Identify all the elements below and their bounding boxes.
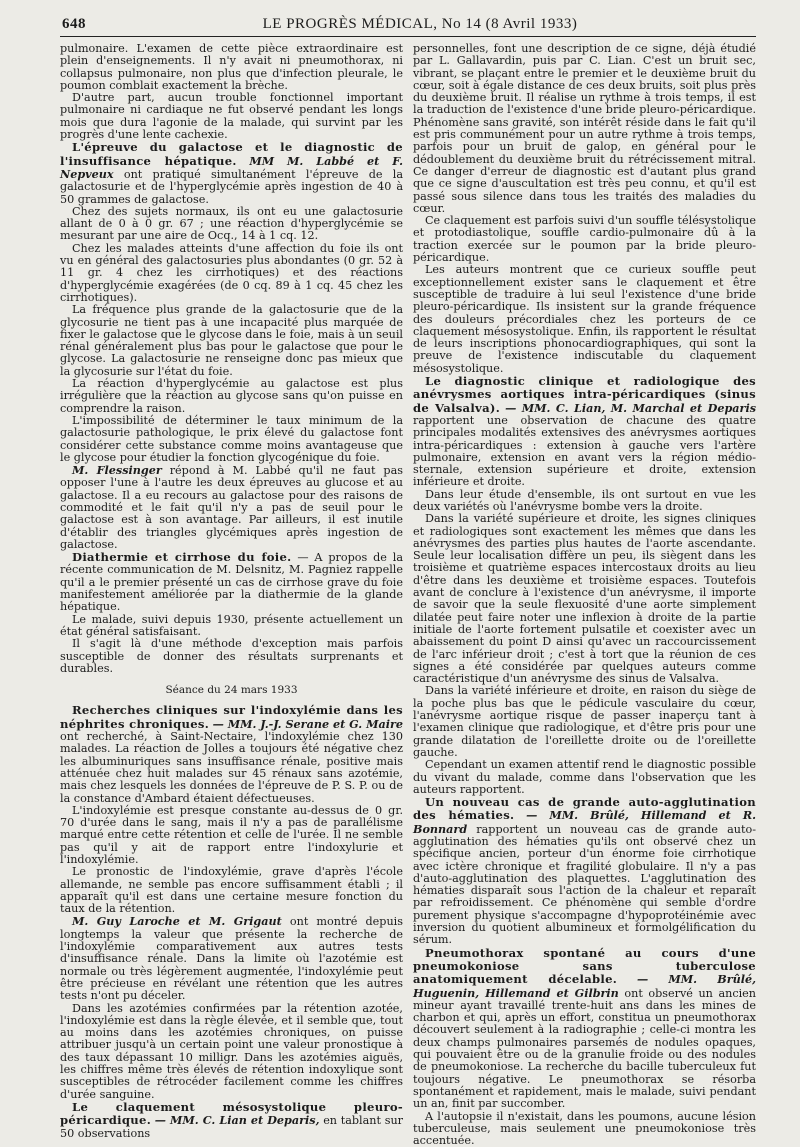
- paragraph: A l'autopsie il n'existait, dans les poumons, aucune lésion tuberculeuse, mais seulement une pneumokoniose très accentuée.: [413, 1109, 756, 1147]
- section-text: rapportent un nouveau cas de grande auto-agglutination des hématies qu'ils ont observé chez un spécifique ancien, porteur d'un énorme foie cirrhotique avec ictère chronique et fragilité globulaire. Il n'y a pas d'auto-agglutination des plaquettes. L'agglutination des hématies disparaît sous l'action de la chaleur et reparaît par refroidissement. Ce phénomène qui semble d'ordre purement physique s'accompagne d'hypoprotéinémie avec inversion du quotient albumineux et formolgélification du sérum.: [413, 822, 756, 947]
- section-authors: — MM. J.-J. Serane et G. Maire: [212, 716, 403, 731]
- section-text: — A propos de la récente communication de M. Delsnitz, M. Pagniez rappelle qu'il a le premier présenté un cas de cirrhose grave du foie manifestement améliorée par la diathermie de la glande hépatique.: [60, 551, 403, 614]
- paragraph: Dans la variété inférieure et droite, en raison du siège de la poche plus bas que le pédicule vasculaire du cœur, l'anévrysme aortique risque de passer inaperçu tant à l'examen clinique que radiologique, et d'être pris pour une grande dilatation de l'oreillette droite ou de l'oreillette gauche.: [413, 684, 756, 759]
- section-text: répond à M. Labbé qu'il ne faut pas opposer l'une à l'autre les deux épreuves au glucose et au galactose. Il a eu recours au galactose pour des raisons de commodité et le fait qu'il n'y a pas de seuil pour le galactose est à son avantage. Par ailleurs, il est inutile d'établir des triangles glycémiques après ingestion de galactose.: [60, 464, 403, 551]
- section-authors: M. Guy Laroche et M. Grigaut: [72, 914, 282, 929]
- paragraph: L'indoxylémie est presque constante au-dessus de 0 gr. 70 d'urée dans le sang, mais il n'y a pas de parallélisme marqué entre cette rétention et celle de l'urée. Il ne semble pas qu'il y ait de rapport entre l'indoxylurie et l'indoxylémie.: [60, 803, 403, 866]
- section-title: Pneumothorax spontané au cours d'une pneumokoniose sans tuberculose anatomiquement décelable.: [413, 945, 756, 987]
- section-authors: — MM. Brûlé, Huguenin, Hillemand et Gilbrin: [413, 972, 756, 1000]
- section-title: Un nouveau cas de grande auto-agglutination des hématies.: [413, 795, 756, 823]
- paragraph: Dans leur étude d'ensemble, ils ont surtout en vue les deux variétés où l'anévrysme bombe vers la droite.: [413, 487, 756, 513]
- section-text: rapportent une observation de chacune des quatre principales modalités extensives des anévrysmes aortiques intra-péricardiques : extension à gauche vers l'artère pulmonaire, extension en avant vers la région médio-sternale, extension supérieure et droite, extension inférieure et droite.: [413, 413, 756, 489]
- section-paragraph: [60, 141, 403, 205]
- paragraph: personnelles, font une description de ce signe, déjà étudié par L. Gallavardin, puis par C. Lian. C'est un bruit sec, vibrant, se plaçant entre le premier et le deuxième bruit du cœur, soit à égale distance de ces deux bruits, soit plus près du deuxième bruit. Il réalise un rythme à trois temps, il est la traduction de l'existence d'une bride pleuro-péricardique. Phénomène sans gravité, son intérêt réside dans le fait qu'il est pris communément pour un autre rythme à trois temps, parfois pour un bruit de galop, en général pour le dédoublement du deuxième bruit du rétrécissement mitral. Ce danger d'erreur de diagnostic est d'autant plus grand que ce signe d'auscultation est très peu connu, et qu'il est passé sous silence dans tous les traités des maladies du cœur.: [413, 42, 756, 215]
- section-title: Le diagnostic clinique et radiologique des anévrysmes aortiques intra-péricardiques (sinus de Valsalva).: [413, 374, 756, 415]
- section-paragraph: [60, 551, 403, 613]
- section-title: L'épreuve du galactose et le diagnostic de l'insuffisance hépatique.: [60, 140, 403, 168]
- section-text: ont observé un ancien mineur ayant travaillé trente-huit ans dans les mines de charbon et qui, après un effort, constitua un pneumothorax découvert seulement à la radiographie ; celle-ci montra les deux champs pulmonaires parsemés de nodules opaques, qui pouvaient être ou de la granulie froide ou des nodules de pneumokoniose. La recherche du bacille tuberculeux fut toujours négative. Le pneumothorax se résorba spontanément et rapidement, mais le malade, suivi pendant un an, finit par succomber.: [413, 986, 756, 1111]
- section-authors: — MM. C. Lian et Deparis,: [154, 1113, 320, 1128]
- paragraph: D'autre part, aucun trouble fonctionnel important pulmonaire ni cardiaque ne fut observé pendant les longs mois que dura l'agonie de la malade, qui survint par les progrès d'une lente cachexie.: [60, 91, 403, 142]
- session-heading: Séance du 24 mars 1933: [165, 684, 298, 697]
- paragraph: Ce claquement est parfois suivi d'un souffle télésystolique et protodiastolique, souffle cardio-pulmonaire dû à la traction exercée sur le poumon par la bride pleuro-péricardique.: [413, 214, 756, 265]
- paragraph: La fréquence plus grande de la galactosurie que de la glycosurie ne tient pas à une incapacité plus marquée de fixer le galactose que le glycose dans le foie, mais à un seuil rénal généralement plus bas pour le galactose que pour le glycose. La galactosurie ne renseigne donc pas mieux que la glycosurie sur l'état du foie.: [60, 303, 403, 378]
- page-number: 648: [62, 16, 86, 32]
- section-paragraph: [413, 947, 756, 1111]
- columns: [60, 43, 756, 1147]
- paragraph: La réaction d'hyperglycémie au galactose est plus irrégulière que la réaction au glycose sans qu'on puisse en comprendre la raison.: [60, 377, 403, 415]
- section-title: Diathermie et cirrhose du foie.: [72, 550, 292, 565]
- section-paragraph: [60, 1101, 403, 1140]
- section-paragraph: [60, 464, 403, 551]
- section-text: ont recherché, à Saint-Nectaire, l'indoxylémie chez 130 malades. La réaction de Jolles a toujours été négative chez les albuminuriques sans insuffisance rénale, positive mais atténuée chez huit malades sur 45 rénaux sans azotémie, mais chez lesquels les données de l'épreuve de P. S. P. ou de la constance d'Ambard étaient défectueuses.: [60, 730, 403, 805]
- section-paragraph: [413, 375, 756, 489]
- right-column: [413, 43, 756, 1147]
- section-authors: MM M. Labbé et F. Nepveux: [60, 153, 403, 181]
- section-title: Recherches cliniques sur l'indoxylémie dans les néphrites chroniques.: [60, 703, 403, 731]
- section-paragraph: [60, 704, 403, 804]
- header-rule: [60, 36, 756, 37]
- section-text: en tablant sur 50 observations: [60, 1114, 403, 1140]
- section-authors: M. Flessinger: [72, 463, 162, 478]
- section-authors: — MM. Brûlé, Hillemand et R. Bonnard: [413, 808, 757, 836]
- paragraph: pulmonaire. L'examen de cette pièce extraordinaire est plein d'enseignements. Il n'y avait ni pneumothorax, ni collapsus pulmonaire, non plus que d'infection pleurale, le poumon comblait exactement la brèche.: [60, 42, 403, 92]
- paragraph: Cependant un examen attentif rend le diagnostic possible du vivant du malade, comme dans l'observation que les auteurs rapportent.: [413, 758, 756, 796]
- paragraph: Le pronostic de l'indoxylémie, grave d'après l'école allemande, ne semble pas encore suffisamment établi ; il apparaît qu'il est dans une certaine mesure fonction du taux de la rétention.: [60, 865, 403, 916]
- journal-title: LE PROGRÈS MÉDICAL, No 14 (8 Avril 1933): [262, 16, 578, 32]
- paragraph: Le malade, suivi depuis 1930, présente actuellement un état général satisfaisant.: [60, 612, 403, 638]
- section-paragraph: [413, 796, 756, 947]
- paragraph: Il s'agit là d'une méthode d'exception mais parfois susceptible de donner des résultats surprenants et durables.: [60, 637, 403, 675]
- paragraph: L'impossibilité de déterminer le taux minimum de la galactosurie pathologique, le prix élevé du galactose font considérer cette substance comme moins avantageuse que le glycose pour étudier la fonction glycogénique du foie.: [60, 413, 403, 464]
- section-text: ont pratiqué simultanément l'épreuve de la galactosurie et de l'hyperglycémie après ingestion de 40 à 50 grammes de galactose.: [60, 167, 404, 206]
- left-column: [60, 43, 403, 1147]
- section-authors: — MM. C. Lian, M. Marchal et Deparis: [505, 400, 757, 415]
- section-paragraph: [60, 915, 403, 1002]
- paragraph: Dans les azotémies confirmées par la rétention azotée, l'indoxylémie est dans la règle élevée, et il semble que, tout au moins dans les azotémies chroniques, on puisse attribuer jusqu'à un certain point une valeur pronostique à des taux dépassant 10 milligr. Dans les azotémies aiguës, les chiffres même très élevés de rétention indoxylique sont susceptibles de rétrocéder facilement comme les chiffres d'urée sanguine.: [60, 1001, 403, 1101]
- page-header: [60, 16, 756, 36]
- paragraph: Chez les malades atteints d'une affection du foie ils ont vu en général des galactosuries plus abondantes (0 gr. 52 à 11 gr. 4 chez les cirrhotiques) et des réactions d'hyperglycémie exagérées (de 0 cq. 89 à 1 cq. 45 chez les cirrhotiques).: [60, 241, 403, 304]
- paragraph: Dans la variété supérieure et droite, les signes cliniques et radiologiques sont exactement les mêmes que dans les anévrysmes des parties plus hautes de l'aorte ascendante. Seule leur localisation diffère un peu, ils siègent dans les troisième et quatrième espaces intercostaux droits au lieu d'être dans les deuxième et troisième espaces. Toutefois avant de conclure à l'existence d'un anévrysme, il importe de savoir que la seule flexuosité d'une aorte simplement dilatée peut faire noter une inflexion à droite de la partie initiale de l'aorte fortement pulsatile et coexister avec un abaissement du point D ainsi qu'avec un raccourcissement de l'arc inférieur droit ; c'est à tort que la réunion de ces signes a été considérée par quelques auteurs comme caractéristique d'un anévrysme des sinus de Valsalva.: [413, 512, 756, 686]
- section-text: ont montré depuis longtemps la valeur que présente la recherche de l'indoxylémie comparativement aux autres tests d'insuffisance rénale. Dans la limite où l'azotémie est normale ou très légèrement augmentée, l'indoxylémie peut être précieuse en révélant une rétention que les autres tests n'ont pu déceler.: [60, 915, 403, 1003]
- paragraph: Chez des sujets normaux, ils ont eu une galactosurie allant de 0 à 0 gr. 67 ; une réaction d'hyperglycémie se mesurant par une aire de Ocq., 14 à 1 cq. 12.: [60, 204, 403, 243]
- paragraph: Les auteurs montrent que ce curieux souffle peut exceptionnellement exister sans le claquement et être susceptible de traduire à lui seul l'existence d'une bride pleuro-péricardique. Ils insistent sur la grande fréquence des douleurs précordiales chez les porteurs de ce claquement mésosystolique. Enfin, ils rapportent le résultat de leurs inscriptions phonocardiographiques, qui sont la preuve de l'existence indiscutable du claquement mésosystolique.: [413, 263, 756, 375]
- section-title: Le claquement mésosystolique pleuro-péricardique.: [60, 1099, 403, 1128]
